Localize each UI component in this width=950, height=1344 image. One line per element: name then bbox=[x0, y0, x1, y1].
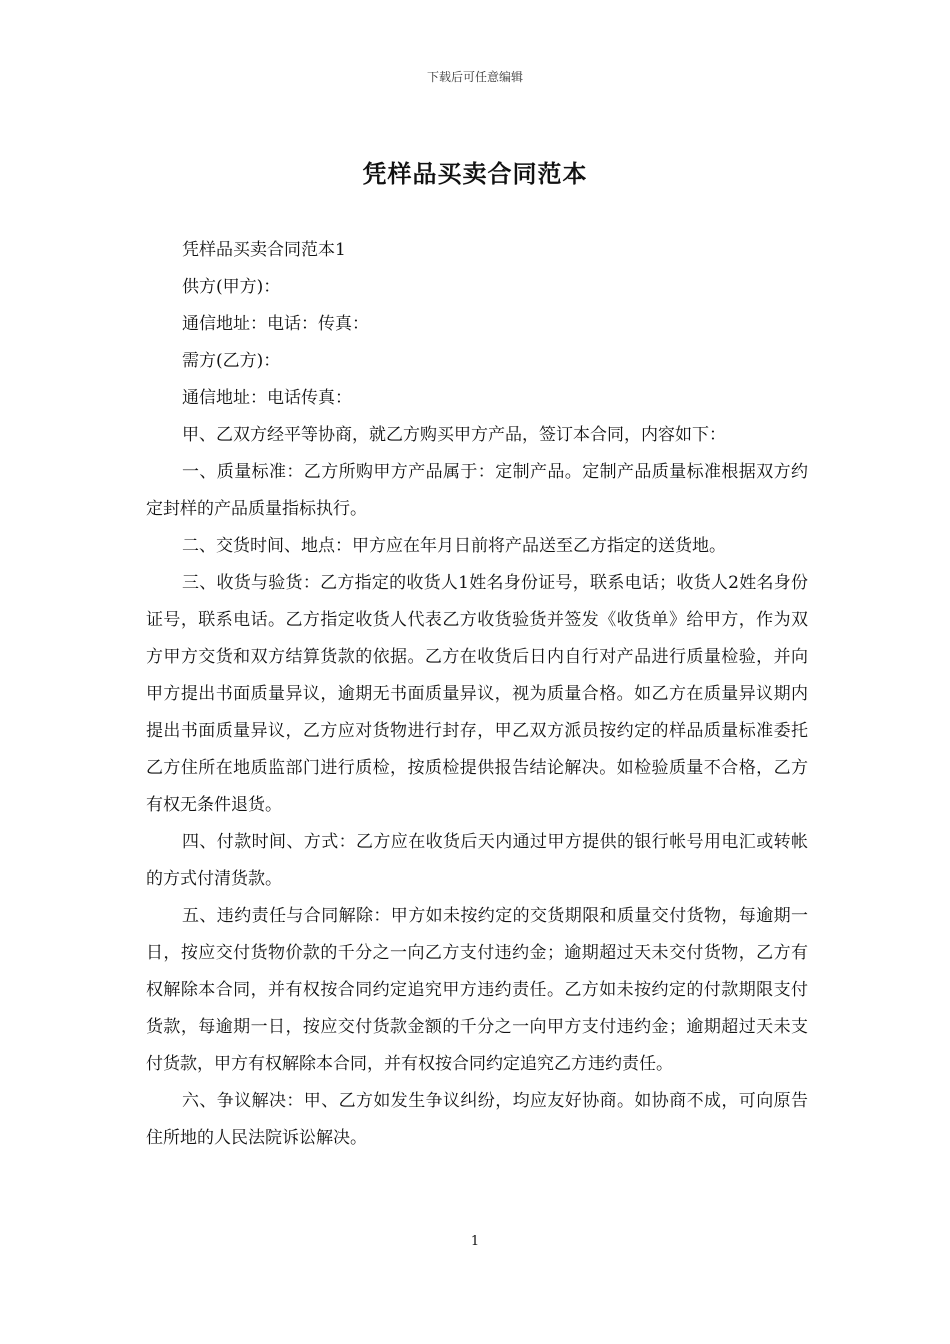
paragraph-supplier: 供方(甲方)： bbox=[182, 277, 281, 297]
paragraph-buyer: 需方(乙方)： bbox=[182, 351, 281, 371]
paragraph-supplier-contact: 通信地址：电话：传真： bbox=[182, 314, 369, 334]
header-note: 下载后可任意编辑 bbox=[426, 70, 523, 84]
paragraph-buyer-contact: 通信地址：电话传真： bbox=[182, 388, 352, 408]
document-body bbox=[146, 232, 808, 1157]
page-number: 1 bbox=[470, 1234, 480, 1249]
paragraph-subtitle: 凭样品买卖合同范本1 bbox=[182, 240, 346, 260]
paragraph-clause-dispute: 六、争议解决：甲、乙方如发生争议纠纷，均应友好协商。如协商不成，可向原告住所地的人民法院诉讼解决。 bbox=[146, 1091, 808, 1148]
paragraph-clause-payment: 四、付款时间、方式：乙方应在收货后天内通过甲方提供的银行帐号用电汇或转帐的方式付清货款。 bbox=[146, 832, 808, 889]
paragraph-preamble: 甲、乙双方经平等协商，就乙方购买甲方产品，签订本合同，内容如下： bbox=[182, 425, 726, 445]
document-title: 凭样品买卖合同范本 bbox=[362, 159, 588, 188]
paragraph-clause-inspection: 三、收货与验货：乙方指定的收货人1姓名身份证号，联系电话；收货人2姓名身份证号，联系电话。乙方指定收货人代表乙方收货验货并签发《收货单》给甲方，作为双方甲方交货和双方结算货款的依据。乙方在收货后日内自行对产品进行质量检验，并向甲方提出书面质量异议，逾期无书面质量异议，视为质量合格。如乙方在质量异议期内提出书面质量异议，乙方应对货物进行封存，甲乙双方派员按约定的样品质量标准委托乙方住所在地质监部门进行质检，按质检提供报告结论解决。如检验质量不合格，乙方有权无条件退货。 bbox=[146, 573, 808, 815]
paragraph-clause-quality: 一、质量标准：乙方所购甲方产品属于：定制产品。定制产品质量标准根据双方约定封样的产品质量指标执行。 bbox=[146, 462, 808, 519]
paragraph-clause-delivery: 二、交货时间、地点：甲方应在年月日前将产品送至乙方指定的送货地。 bbox=[182, 536, 726, 556]
paragraph-clause-liability: 五、违约责任与合同解除：甲方如未按约定的交货期限和质量交付货物，每逾期一日，按应交付货物价款的千分之一向乙方支付违约金；逾期超过天未交付货物，乙方有权解除本合同，并有权按合同约定追究甲方违约责任。乙方如未按约定的付款期限支付货款，每逾期一日，按应交付货款金额的千分之一向甲方支付违约金；逾期超过天未支付货款，甲方有权解除本合同，并有权按合同约定追究乙方违约责任。 bbox=[146, 906, 808, 1074]
